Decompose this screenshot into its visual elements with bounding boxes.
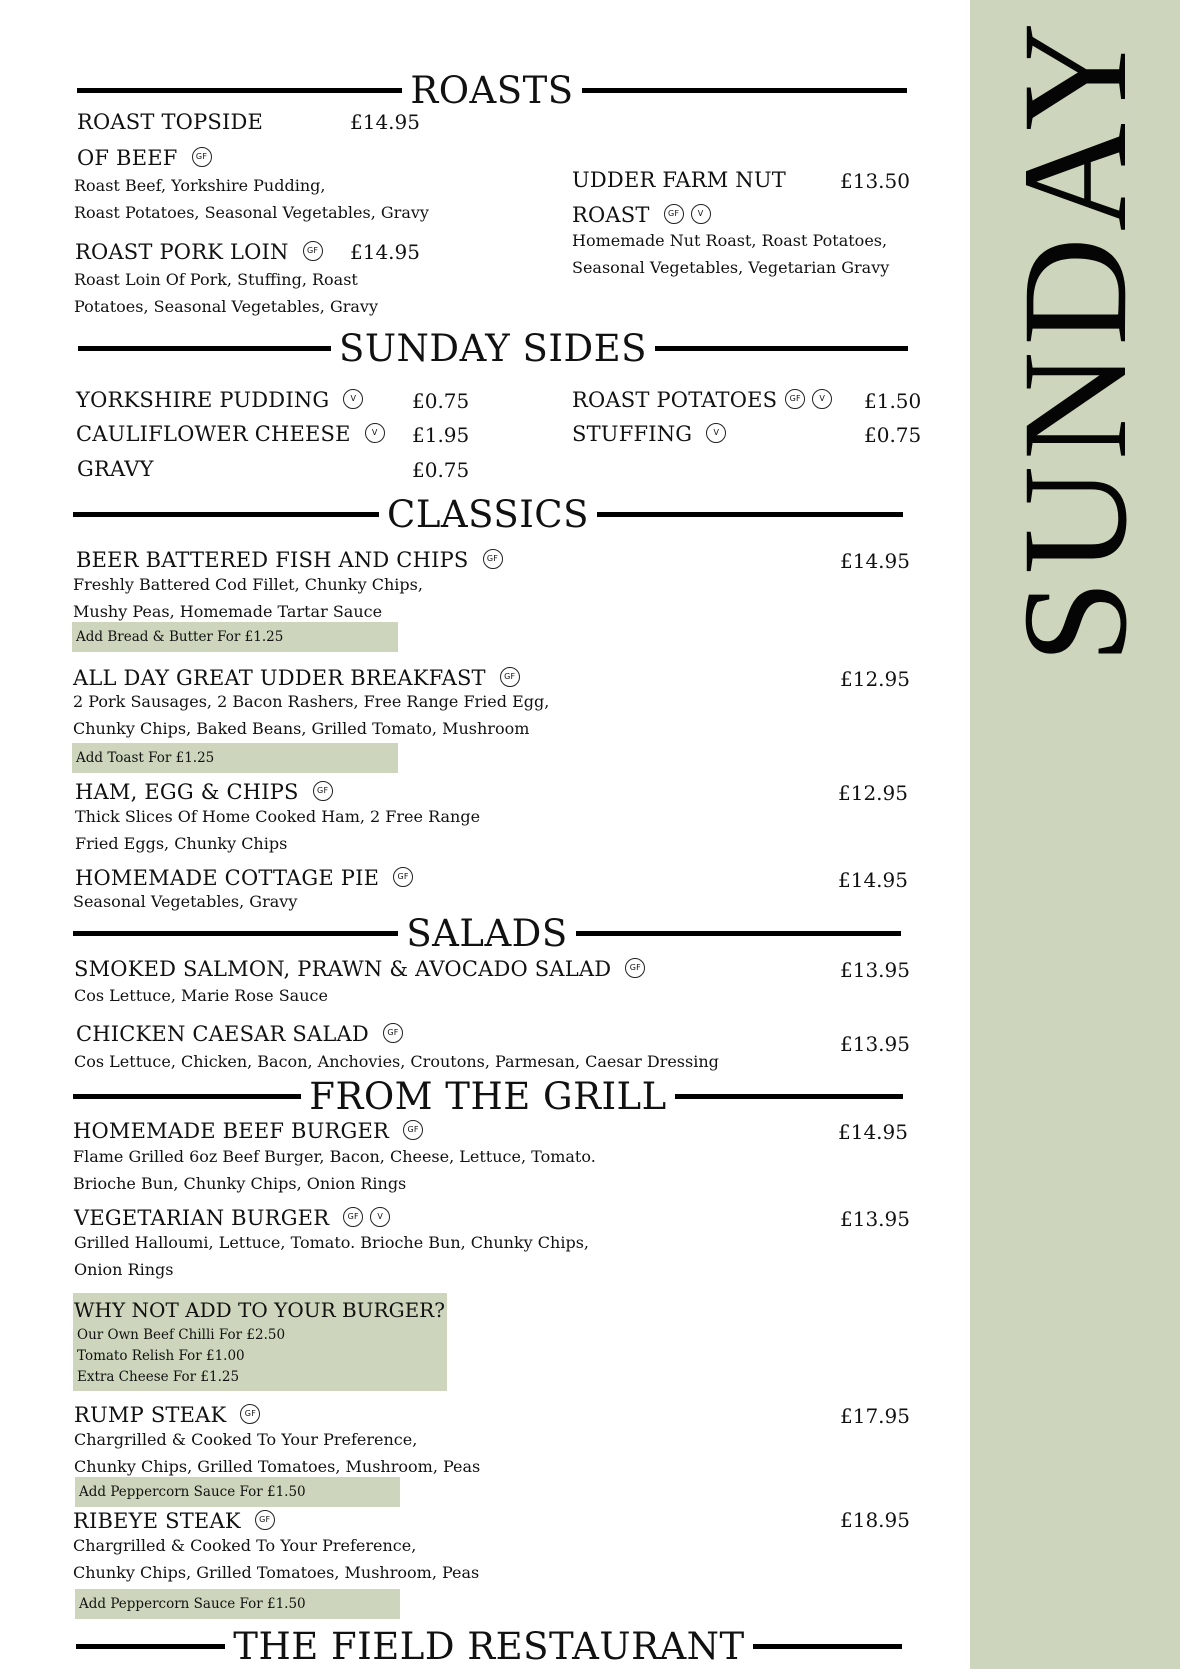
item-rump-price: £17.95 — [840, 1404, 910, 1428]
gluten-free-icon: GF — [664, 204, 684, 224]
gluten-free-icon: GF — [483, 549, 503, 569]
vegetarian-icon: V — [812, 389, 832, 409]
item-roast-beef-desc-2: Roast Potatoes, Seasonal Vegetables, Gravy — [74, 203, 429, 222]
sidebar-banner — [970, 0, 1180, 1669]
item-rump-desc-2: Chunky Chips, Grilled Tomatoes, Mushroom, Peas — [74, 1457, 481, 1476]
divider-line — [582, 88, 907, 93]
item-fish-name: BEER BATTERED FISH AND CHIPS — [76, 548, 469, 572]
item-roast-pork-name: ROAST PORK LOIN — [75, 240, 289, 264]
item-caesar-price: £13.95 — [840, 1032, 910, 1056]
item-veg-burger-row — [74, 1206, 390, 1230]
item-breakfast-desc: 2 Pork Sausages, 2 Bacon Rashers, Free Range Fried Egg, — [73, 692, 550, 711]
item-caesar-desc: Cos Lettuce, Chicken, Bacon, Anchovies, Croutons, Parmesan, Caesar Dressing — [74, 1052, 719, 1071]
item-breakfast-desc-2: Chunky Chips, Baked Beans, Grilled Tomato, Mushroom — [73, 719, 530, 738]
item-roast-beef-price: £14.95 — [350, 110, 420, 134]
divider-line — [77, 88, 402, 93]
item-rump-addon: Add Peppercorn Sauce For £1.50 — [75, 1477, 400, 1507]
divider-line — [655, 346, 908, 351]
divider-line — [753, 1644, 902, 1649]
section-header-grill — [73, 1076, 903, 1116]
item-rump-desc: Chargrilled & Cooked To Your Preference, — [74, 1430, 418, 1449]
gluten-free-icon: GF — [255, 1510, 275, 1530]
item-breakfast-row — [73, 666, 520, 690]
side-potatoes-price: £1.50 — [864, 389, 922, 413]
item-ham-price: £12.95 — [838, 781, 908, 805]
item-nut-roast-name: UDDER FARM NUT — [572, 168, 786, 192]
section-header-roasts — [77, 70, 907, 110]
item-ribeye-row — [73, 1509, 275, 1533]
footer-restaurant-name — [76, 1626, 902, 1666]
item-beef-burger-desc-2: Brioche Bun, Chunky Chips, Onion Rings — [73, 1174, 407, 1193]
vegetarian-icon: V — [343, 389, 363, 409]
section-header-salads — [73, 913, 901, 953]
divider-line — [576, 931, 901, 936]
item-roast-pork-desc: Roast Loin Of Pork, Stuffing, Roast — [74, 270, 358, 289]
item-nut-roast-desc-2: Seasonal Vegetables, Vegetarian Gravy — [572, 258, 890, 277]
item-fish-row — [76, 548, 503, 572]
item-ribeye-price: £18.95 — [840, 1508, 910, 1532]
burger-addon-cheese: Extra Cheese For £1.25 — [77, 1369, 240, 1385]
divider-line — [78, 346, 331, 351]
side-potatoes-row — [572, 388, 832, 412]
item-roast-pork-desc-2: Potatoes, Seasonal Vegetables, Gravy — [74, 297, 378, 316]
gluten-free-icon: GF — [393, 867, 413, 887]
restaurant-name: THE FIELD RESTAURANT — [233, 1624, 745, 1668]
gluten-free-icon: GF — [785, 389, 805, 409]
vegetarian-icon: V — [691, 204, 711, 224]
item-beef-burger-name: HOMEMADE BEEF BURGER — [73, 1119, 390, 1143]
item-ham-name: HAM, EGG & CHIPS — [75, 780, 299, 804]
side-potatoes-name: ROAST POTATOES — [572, 388, 778, 412]
section-title-sides: SUNDAY SIDES — [339, 326, 647, 370]
item-salmon-desc: Cos Lettuce, Marie Rose Sauce — [74, 986, 328, 1005]
side-stuffing-price: £0.75 — [864, 423, 922, 447]
item-roast-beef-desc: Roast Beef, Yorkshire Pudding, — [74, 176, 326, 195]
item-veg-burger-desc-2: Onion Rings — [74, 1260, 174, 1279]
item-fish-desc-2: Mushy Peas, Homemade Tartar Sauce — [73, 602, 383, 621]
item-ribeye-desc-2: Chunky Chips, Grilled Tomatoes, Mushroom, Peas — [73, 1563, 480, 1582]
item-roast-beef-name: ROAST TOPSIDE — [77, 110, 264, 134]
item-salmon-row — [74, 957, 645, 981]
item-pie-price: £14.95 — [838, 868, 908, 892]
section-title-grill: FROM THE GRILL — [309, 1074, 667, 1118]
side-stuffing-row — [572, 422, 726, 446]
vegetarian-icon: V — [365, 423, 385, 443]
item-nut-roast-name-2: ROAST — [572, 203, 650, 227]
gluten-free-icon: GF — [403, 1120, 423, 1140]
item-veg-burger-desc: Grilled Halloumi, Lettuce, Tomato. Brioche Bun, Chunky Chips, — [74, 1233, 589, 1252]
divider-line — [73, 931, 398, 936]
item-ham-row — [75, 780, 333, 804]
item-breakfast-price: £12.95 — [840, 667, 910, 691]
item-nut-roast-desc: Homemade Nut Roast, Roast Potatoes, — [572, 231, 888, 250]
item-beef-burger-row — [73, 1119, 423, 1143]
item-beef-burger-price: £14.95 — [838, 1120, 908, 1144]
side-cauliflower-row — [76, 422, 385, 446]
item-roast-beef-name-line2 — [77, 146, 212, 170]
burger-addons-box — [73, 1293, 447, 1391]
item-roast-pork-name-row — [75, 240, 323, 264]
item-rump-name: RUMP STEAK — [74, 1403, 227, 1427]
item-roast-pork-price: £14.95 — [350, 240, 420, 264]
item-pie-desc: Seasonal Vegetables, Gravy — [73, 892, 298, 911]
gluten-free-icon: GF — [625, 958, 645, 978]
item-nut-roast-name-line2 — [572, 203, 711, 227]
item-ham-desc: Thick Slices Of Home Cooked Ham, 2 Free Range — [75, 807, 481, 826]
item-salmon-name: SMOKED SALMON, PRAWN & AVOCADO SALAD — [74, 957, 612, 981]
gluten-free-icon: GF — [303, 241, 323, 261]
side-yorkshire-price: £0.75 — [412, 389, 470, 413]
burger-addons-title: WHY NOT ADD TO YOUR BURGER? — [74, 1298, 445, 1322]
item-salmon-price: £13.95 — [840, 958, 910, 982]
item-pie-name: HOMEMADE COTTAGE PIE — [75, 866, 380, 890]
item-pie-row — [75, 866, 413, 890]
item-fish-addon: Add Bread & Butter For £1.25 — [72, 622, 398, 652]
gluten-free-icon: GF — [383, 1023, 403, 1043]
item-breakfast-addon: Add Toast For £1.25 — [72, 743, 398, 773]
gluten-free-icon: GF — [313, 781, 333, 801]
section-title-roasts: ROASTS — [410, 68, 574, 112]
item-fish-desc: Freshly Battered Cod Fillet, Chunky Chips, — [73, 575, 423, 594]
item-nut-roast-price: £13.50 — [840, 169, 910, 193]
gluten-free-icon: GF — [240, 1404, 260, 1424]
side-gravy-name: GRAVY — [77, 457, 154, 481]
item-breakfast-name: ALL DAY GREAT UDDER BREAKFAST — [73, 666, 486, 690]
gluten-free-icon: GF — [192, 147, 212, 167]
gluten-free-icon: GF — [343, 1207, 363, 1227]
divider-line — [73, 512, 379, 517]
side-yorkshire-row — [76, 388, 363, 412]
sunday-banner-text: SUNDAY — [992, 16, 1158, 664]
section-header-sides — [78, 328, 908, 368]
burger-addon-relish: Tomato Relish For £1.00 — [77, 1348, 245, 1364]
item-ribeye-addon: Add Peppercorn Sauce For £1.50 — [75, 1589, 400, 1619]
divider-line — [76, 1644, 225, 1649]
item-caesar-name: CHICKEN CAESAR SALAD — [76, 1022, 369, 1046]
section-title-salads: SALADS — [406, 911, 568, 955]
burger-addon-chilli: Our Own Beef Chilli For £2.50 — [77, 1327, 286, 1343]
section-header-classics — [73, 494, 903, 534]
vegetarian-icon: V — [370, 1207, 390, 1227]
item-roast-beef-name-2: OF BEEF — [77, 146, 178, 170]
vegetarian-icon: V — [706, 423, 726, 443]
section-title-classics: CLASSICS — [387, 492, 589, 536]
side-cauliflower-price: £1.95 — [412, 423, 470, 447]
item-ribeye-name: RIBEYE STEAK — [73, 1509, 241, 1533]
gluten-free-icon: GF — [500, 667, 520, 687]
item-ribeye-desc: Chargrilled & Cooked To Your Preference, — [73, 1536, 417, 1555]
divider-line — [73, 1094, 301, 1099]
divider-line — [675, 1094, 903, 1099]
item-beef-burger-desc: Flame Grilled 6oz Beef Burger, Bacon, Cheese, Lettuce, Tomato. — [73, 1147, 596, 1166]
divider-line — [597, 512, 903, 517]
item-rump-row — [74, 1403, 260, 1427]
side-gravy-price: £0.75 — [412, 458, 470, 482]
side-yorkshire-name: YORKSHIRE PUDDING — [76, 388, 330, 412]
item-veg-burger-price: £13.95 — [840, 1207, 910, 1231]
side-stuffing-name: STUFFING — [572, 422, 693, 446]
item-fish-price: £14.95 — [840, 549, 910, 573]
item-caesar-row — [76, 1022, 403, 1046]
item-veg-burger-name: VEGETARIAN BURGER — [74, 1206, 330, 1230]
side-cauliflower-name: CAULIFLOWER CHEESE — [76, 422, 351, 446]
item-ham-desc-2: Fried Eggs, Chunky Chips — [75, 834, 288, 853]
